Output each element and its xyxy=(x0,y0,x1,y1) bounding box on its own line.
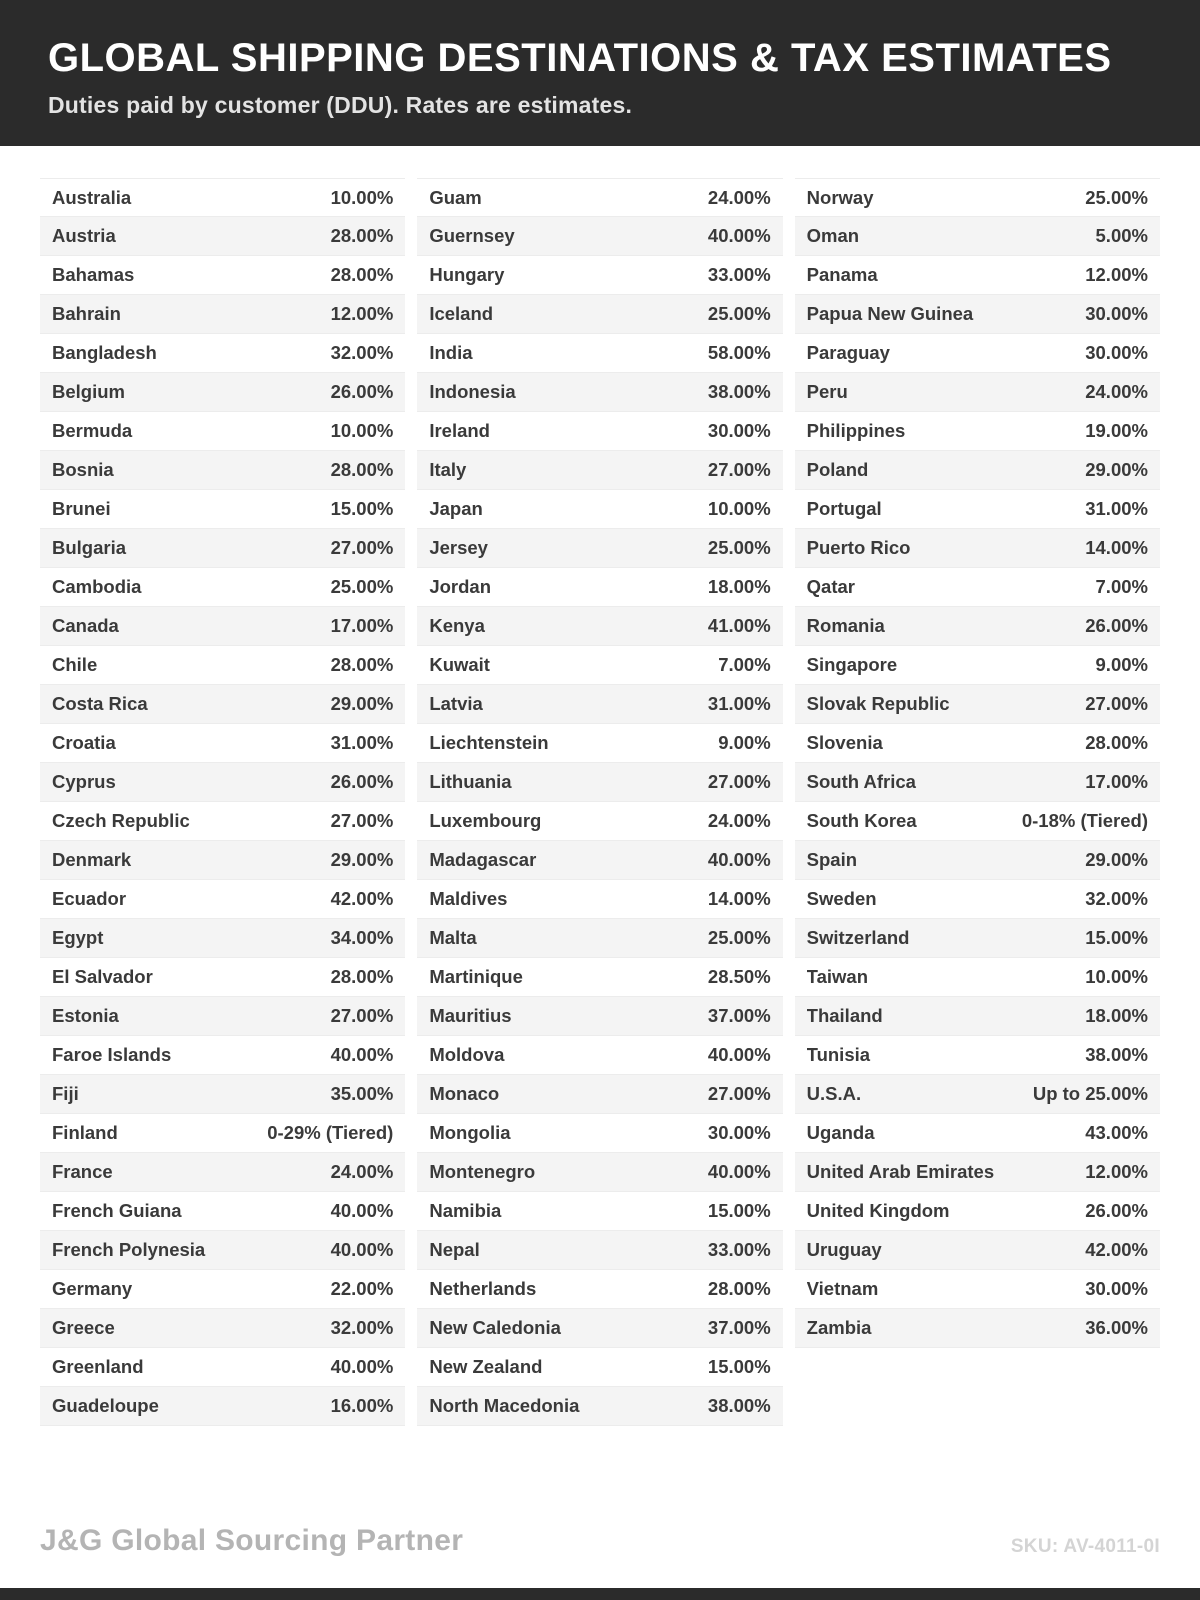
country-name: Cyprus xyxy=(52,771,116,792)
rates-table xyxy=(40,178,1160,1426)
country-name: Denmark xyxy=(52,849,132,870)
table-row xyxy=(795,802,1160,841)
tax-rate: 27.00% xyxy=(707,1083,771,1104)
table-row xyxy=(417,607,782,646)
tax-rate: 24.00% xyxy=(330,1161,394,1182)
tax-rate: 32.00% xyxy=(1085,888,1148,909)
tax-rate: 27.00% xyxy=(707,459,771,480)
table-row xyxy=(40,880,405,919)
country-name: Lithuania xyxy=(429,771,512,792)
table-row xyxy=(40,919,405,958)
tax-rate: 12.00% xyxy=(330,303,394,324)
country-name: Zambia xyxy=(806,1317,872,1338)
tax-rate: 24.00% xyxy=(707,186,771,208)
table-row xyxy=(417,295,782,334)
tax-rate: 29.00% xyxy=(1085,849,1148,870)
tax-rate: 15.00% xyxy=(707,1356,771,1377)
table-row xyxy=(417,763,782,802)
table-row xyxy=(40,685,405,724)
tax-rate: 30.00% xyxy=(1085,303,1148,324)
country-name: Bangladesh xyxy=(52,342,157,363)
table-row xyxy=(40,841,405,880)
country-name: Moldova xyxy=(429,1044,505,1065)
country-name: Norway xyxy=(806,186,874,208)
table-row xyxy=(795,529,1160,568)
tax-rate: 28.00% xyxy=(330,459,394,480)
table-row xyxy=(417,802,782,841)
tax-rate: 40.00% xyxy=(330,1200,394,1221)
table-row xyxy=(40,1231,405,1270)
country-name: Bermuda xyxy=(52,420,133,441)
tax-rate: 26.00% xyxy=(330,381,394,402)
tax-rate: 37.00% xyxy=(707,1317,771,1338)
tax-rate: 33.00% xyxy=(707,1239,771,1260)
table-row xyxy=(795,1270,1160,1309)
country-name: Cambodia xyxy=(52,576,142,597)
table-row xyxy=(40,334,405,373)
country-name: Bahrain xyxy=(52,303,121,324)
tax-rate: 26.00% xyxy=(1085,615,1148,636)
table-row xyxy=(795,1036,1160,1075)
table-row xyxy=(40,1114,405,1153)
tax-rate: 34.00% xyxy=(330,927,394,948)
table-row xyxy=(40,1153,405,1192)
tax-rate: 0-18% (Tiered) xyxy=(1021,810,1148,831)
tax-rate: 12.00% xyxy=(1085,264,1148,285)
table-row xyxy=(795,490,1160,529)
table-row xyxy=(40,646,405,685)
tax-rate: 27.00% xyxy=(330,810,394,831)
country-name: Martinique xyxy=(429,966,523,987)
tax-rate: 16.00% xyxy=(330,1395,394,1416)
table-row xyxy=(40,178,405,217)
country-name: New Caledonia xyxy=(429,1317,561,1338)
page-header xyxy=(0,0,1200,146)
tax-rate: 32.00% xyxy=(330,1317,394,1338)
country-name: Namibia xyxy=(429,1200,502,1221)
rates-column-3 xyxy=(795,178,1160,1426)
country-name: Japan xyxy=(429,498,483,519)
country-name: Slovak Republic xyxy=(806,693,950,714)
table-row xyxy=(795,841,1160,880)
country-name: Uruguay xyxy=(806,1239,882,1260)
table-row xyxy=(417,724,782,763)
country-name: Austria xyxy=(52,225,116,246)
tax-rate: 43.00% xyxy=(1085,1122,1148,1143)
country-name: Brunei xyxy=(52,498,111,519)
table-row xyxy=(417,1348,782,1387)
table-row xyxy=(795,217,1160,256)
country-name: Portugal xyxy=(806,498,882,519)
table-row xyxy=(795,919,1160,958)
table-row xyxy=(40,958,405,997)
table-row xyxy=(40,1075,405,1114)
table-row xyxy=(417,1309,782,1348)
table-row xyxy=(795,451,1160,490)
country-name: French Guiana xyxy=(52,1200,182,1221)
tax-rate: 26.00% xyxy=(1085,1200,1148,1221)
table-row xyxy=(795,1309,1160,1348)
country-name: Kuwait xyxy=(429,654,490,675)
tax-rate: 31.00% xyxy=(330,732,394,753)
country-name: South Africa xyxy=(806,771,916,792)
table-row xyxy=(795,1192,1160,1231)
table-row xyxy=(417,1075,782,1114)
page-footer xyxy=(40,1524,1160,1558)
table-row xyxy=(795,1231,1160,1270)
table-row xyxy=(417,1387,782,1426)
table-row xyxy=(417,373,782,412)
table-row xyxy=(417,1153,782,1192)
table-row xyxy=(417,217,782,256)
tax-rate: 5.00% xyxy=(1095,225,1148,246)
bottom-bar xyxy=(0,1588,1200,1600)
tax-rate: 38.00% xyxy=(1085,1044,1148,1065)
tax-rate: 0-29% (Tiered) xyxy=(267,1122,394,1143)
tax-rate: 32.00% xyxy=(330,342,394,363)
table-row xyxy=(417,919,782,958)
table-row xyxy=(417,880,782,919)
tax-rate: 28.00% xyxy=(330,225,394,246)
country-name: New Zealand xyxy=(429,1356,543,1377)
country-name: Madagascar xyxy=(429,849,537,870)
tax-rate: 38.00% xyxy=(707,381,771,402)
country-name: Maldives xyxy=(429,888,508,909)
table-row xyxy=(417,1192,782,1231)
country-name: Tunisia xyxy=(806,1044,871,1065)
tax-rate: 41.00% xyxy=(707,615,771,636)
country-name: Oman xyxy=(806,225,860,246)
page-title: GLOBAL SHIPPING DESTINATIONS & TAX ESTIMATES xyxy=(48,36,1112,80)
table-row xyxy=(795,295,1160,334)
tax-rate: 40.00% xyxy=(330,1044,394,1065)
table-row xyxy=(40,451,405,490)
table-row xyxy=(40,217,405,256)
country-name: Iceland xyxy=(429,303,494,324)
tax-rate: 40.00% xyxy=(707,1161,771,1182)
table-row xyxy=(795,685,1160,724)
country-name: United Kingdom xyxy=(806,1200,950,1221)
country-name: Netherlands xyxy=(429,1278,537,1299)
country-name: Sweden xyxy=(806,888,877,909)
tax-rate: 10.00% xyxy=(707,498,771,519)
country-name: Guernsey xyxy=(429,225,515,246)
country-name: French Polynesia xyxy=(52,1239,206,1260)
country-name: France xyxy=(52,1161,113,1182)
country-name: Switzerland xyxy=(806,927,910,948)
tax-rate: 10.00% xyxy=(1085,966,1148,987)
tax-rate: 12.00% xyxy=(1085,1161,1148,1182)
country-name: Singapore xyxy=(806,654,898,675)
country-name: Puerto Rico xyxy=(806,537,911,558)
table-row xyxy=(40,607,405,646)
country-name: Uganda xyxy=(806,1122,875,1143)
tax-rate: 15.00% xyxy=(330,498,394,519)
tax-rate: 18.00% xyxy=(707,576,771,597)
table-row xyxy=(417,451,782,490)
tax-rate: 18.00% xyxy=(1085,1005,1148,1026)
tax-rate: 15.00% xyxy=(1085,927,1148,948)
page-subtitle: Duties paid by customer (DDU). Rates are estimates. xyxy=(48,92,633,118)
tax-rate: 14.00% xyxy=(1085,537,1148,558)
table-row xyxy=(795,568,1160,607)
tax-rate: 38.00% xyxy=(707,1395,771,1416)
country-name: Taiwan xyxy=(806,966,868,987)
country-name: Indonesia xyxy=(429,381,516,402)
country-name: Belgium xyxy=(52,381,125,402)
tax-rate: 40.00% xyxy=(330,1239,394,1260)
table-row xyxy=(40,373,405,412)
country-name: Jersey xyxy=(429,537,488,558)
country-name: Malta xyxy=(429,927,477,948)
country-name: Poland xyxy=(806,459,869,480)
country-name: Ecuador xyxy=(52,888,127,909)
table-row xyxy=(795,958,1160,997)
table-row xyxy=(795,1114,1160,1153)
country-name: Slovenia xyxy=(806,732,883,753)
tax-rate: 37.00% xyxy=(707,1005,771,1026)
country-name: Canada xyxy=(52,615,119,636)
country-name: Panama xyxy=(806,264,878,285)
table-row xyxy=(417,1114,782,1153)
country-name: Czech Republic xyxy=(52,810,190,831)
country-name: Bosnia xyxy=(52,459,114,480)
table-row xyxy=(417,997,782,1036)
tax-rate: 24.00% xyxy=(1085,381,1148,402)
tax-rate: 30.00% xyxy=(707,420,771,441)
country-name: Guam xyxy=(429,186,482,208)
table-row xyxy=(40,1387,405,1426)
tax-rate: 17.00% xyxy=(1085,771,1148,792)
country-name: Papua New Guinea xyxy=(806,303,974,324)
table-row xyxy=(417,178,782,217)
table-row xyxy=(40,1036,405,1075)
country-name: Ireland xyxy=(429,420,490,441)
table-row xyxy=(40,295,405,334)
country-name: El Salvador xyxy=(52,966,153,987)
country-name: North Macedonia xyxy=(429,1395,580,1416)
country-name: Monaco xyxy=(429,1083,500,1104)
country-name: Egypt xyxy=(52,927,104,948)
table-row xyxy=(417,568,782,607)
tax-rate: 14.00% xyxy=(707,888,771,909)
country-name: Italy xyxy=(429,459,467,480)
country-name: Mongolia xyxy=(429,1122,511,1143)
table-row xyxy=(795,334,1160,373)
table-row xyxy=(40,490,405,529)
country-name: Chile xyxy=(52,654,98,675)
country-name: U.S.A. xyxy=(806,1083,862,1104)
tax-rate: 40.00% xyxy=(330,1356,394,1377)
country-name: South Korea xyxy=(806,810,917,831)
tax-rate: 25.00% xyxy=(707,537,771,558)
tax-rate: 28.00% xyxy=(707,1278,771,1299)
country-name: Costa Rica xyxy=(52,693,148,714)
table-row xyxy=(795,724,1160,763)
brand-text: J&G Global Sourcing Partner xyxy=(40,1524,464,1557)
tax-rate: 42.00% xyxy=(1085,1239,1148,1260)
tax-rate: 19.00% xyxy=(1085,420,1148,441)
country-name: Fiji xyxy=(52,1083,79,1104)
country-name: Australia xyxy=(52,186,132,208)
tax-rate: 28.00% xyxy=(330,654,394,675)
table-row xyxy=(417,685,782,724)
table-row xyxy=(417,1231,782,1270)
tax-rate: 9.00% xyxy=(1095,654,1148,675)
tax-rate: 10.00% xyxy=(330,420,394,441)
table-row xyxy=(40,1270,405,1309)
table-row xyxy=(40,997,405,1036)
table-row xyxy=(795,997,1160,1036)
table-row xyxy=(40,529,405,568)
tax-rate: 27.00% xyxy=(707,771,771,792)
table-row xyxy=(40,1348,405,1387)
tax-rate: 29.00% xyxy=(330,693,394,714)
country-name: Peru xyxy=(806,381,848,402)
tax-rate: 9.00% xyxy=(718,732,771,753)
tax-rate: 40.00% xyxy=(707,849,771,870)
table-row xyxy=(40,724,405,763)
country-name: Bahamas xyxy=(52,264,135,285)
country-name: Guadeloupe xyxy=(52,1395,159,1416)
tax-rate: 15.00% xyxy=(707,1200,771,1221)
table-row xyxy=(40,412,405,451)
country-name: Liechtenstein xyxy=(429,732,549,753)
table-row xyxy=(795,256,1160,295)
country-name: Nepal xyxy=(429,1239,480,1260)
table-row xyxy=(795,412,1160,451)
tax-rate: 26.00% xyxy=(330,771,394,792)
tax-rate: 25.00% xyxy=(707,303,771,324)
country-name: Latvia xyxy=(429,693,483,714)
tax-rate: 7.00% xyxy=(718,654,771,675)
tax-rate: 30.00% xyxy=(707,1122,771,1143)
tax-rate: 40.00% xyxy=(707,1044,771,1065)
tax-rate: 40.00% xyxy=(707,225,771,246)
tax-rate: 27.00% xyxy=(330,537,394,558)
country-name: Luxembourg xyxy=(429,810,542,831)
table-row xyxy=(795,1153,1160,1192)
table-row xyxy=(417,958,782,997)
country-name: Greenland xyxy=(52,1356,144,1377)
table-row xyxy=(417,841,782,880)
tax-rate: 30.00% xyxy=(1085,342,1148,363)
table-row xyxy=(417,490,782,529)
tax-rate: 31.00% xyxy=(1085,498,1148,519)
table-row xyxy=(795,880,1160,919)
country-name: Romania xyxy=(806,615,885,636)
tax-rate: 25.00% xyxy=(707,927,771,948)
country-name: Finland xyxy=(52,1122,118,1143)
tax-rate: 30.00% xyxy=(1085,1278,1148,1299)
country-name: Estonia xyxy=(52,1005,119,1026)
country-name: Greece xyxy=(52,1317,115,1338)
tax-rate: 29.00% xyxy=(330,849,394,870)
country-name: India xyxy=(429,342,473,363)
country-name: Bulgaria xyxy=(52,537,127,558)
table-row xyxy=(40,1192,405,1231)
table-row xyxy=(795,763,1160,802)
tax-rate: 10.00% xyxy=(330,186,394,208)
country-name: Montenegro xyxy=(429,1161,536,1182)
tax-rate: 42.00% xyxy=(330,888,394,909)
table-row xyxy=(417,1270,782,1309)
rates-column-1 xyxy=(40,178,405,1426)
country-name: United Arab Emirates xyxy=(806,1161,995,1182)
tax-rate: 24.00% xyxy=(707,810,771,831)
country-name: Croatia xyxy=(52,732,116,753)
country-name: Jordan xyxy=(429,576,492,597)
table-row xyxy=(40,1309,405,1348)
tax-rate: 35.00% xyxy=(330,1083,394,1104)
tax-rate: 28.00% xyxy=(330,264,394,285)
country-name: Faroe Islands xyxy=(52,1044,172,1065)
country-name: Hungary xyxy=(429,264,505,285)
table-row xyxy=(795,607,1160,646)
tax-rate: 27.00% xyxy=(1085,693,1148,714)
tax-rate: 7.00% xyxy=(1095,576,1148,597)
table-row xyxy=(40,256,405,295)
tax-rate: 33.00% xyxy=(707,264,771,285)
country-name: Kenya xyxy=(429,615,485,636)
table-row xyxy=(417,1036,782,1075)
table-row xyxy=(40,802,405,841)
table-row xyxy=(795,178,1160,217)
sku-label: SKU: AV-4011-0I xyxy=(1010,1536,1160,1557)
table-row xyxy=(40,763,405,802)
tax-rate: 27.00% xyxy=(330,1005,394,1026)
tax-rate: 17.00% xyxy=(330,615,394,636)
tax-rate: 58.00% xyxy=(707,342,771,363)
country-name: Spain xyxy=(806,849,858,870)
country-name: Qatar xyxy=(806,576,855,597)
table-row xyxy=(795,1075,1160,1114)
tax-rate: 31.00% xyxy=(707,693,771,714)
country-name: Vietnam xyxy=(806,1278,879,1299)
tax-rate: 22.00% xyxy=(330,1278,394,1299)
country-name: Thailand xyxy=(806,1005,883,1026)
tax-rate: 36.00% xyxy=(1085,1317,1148,1338)
table-row xyxy=(417,529,782,568)
tax-rate: 28.00% xyxy=(330,966,394,987)
country-name: Mauritius xyxy=(429,1005,512,1026)
table-row xyxy=(417,256,782,295)
table-row xyxy=(795,373,1160,412)
country-name: Paraguay xyxy=(806,342,890,363)
table-row xyxy=(40,568,405,607)
tax-rate: Up to 25.00% xyxy=(1032,1083,1148,1104)
table-row xyxy=(417,646,782,685)
table-row xyxy=(417,412,782,451)
tax-rate: 28.50% xyxy=(707,966,771,987)
table-row xyxy=(417,334,782,373)
tax-rate: 25.00% xyxy=(330,576,394,597)
rates-column-2 xyxy=(417,178,782,1426)
country-name: Germany xyxy=(52,1278,133,1299)
tax-rate: 25.00% xyxy=(1085,186,1148,208)
table-row xyxy=(795,646,1160,685)
tax-rate: 28.00% xyxy=(1085,732,1148,753)
country-name: Philippines xyxy=(806,420,906,441)
tax-rate: 29.00% xyxy=(1085,459,1148,480)
